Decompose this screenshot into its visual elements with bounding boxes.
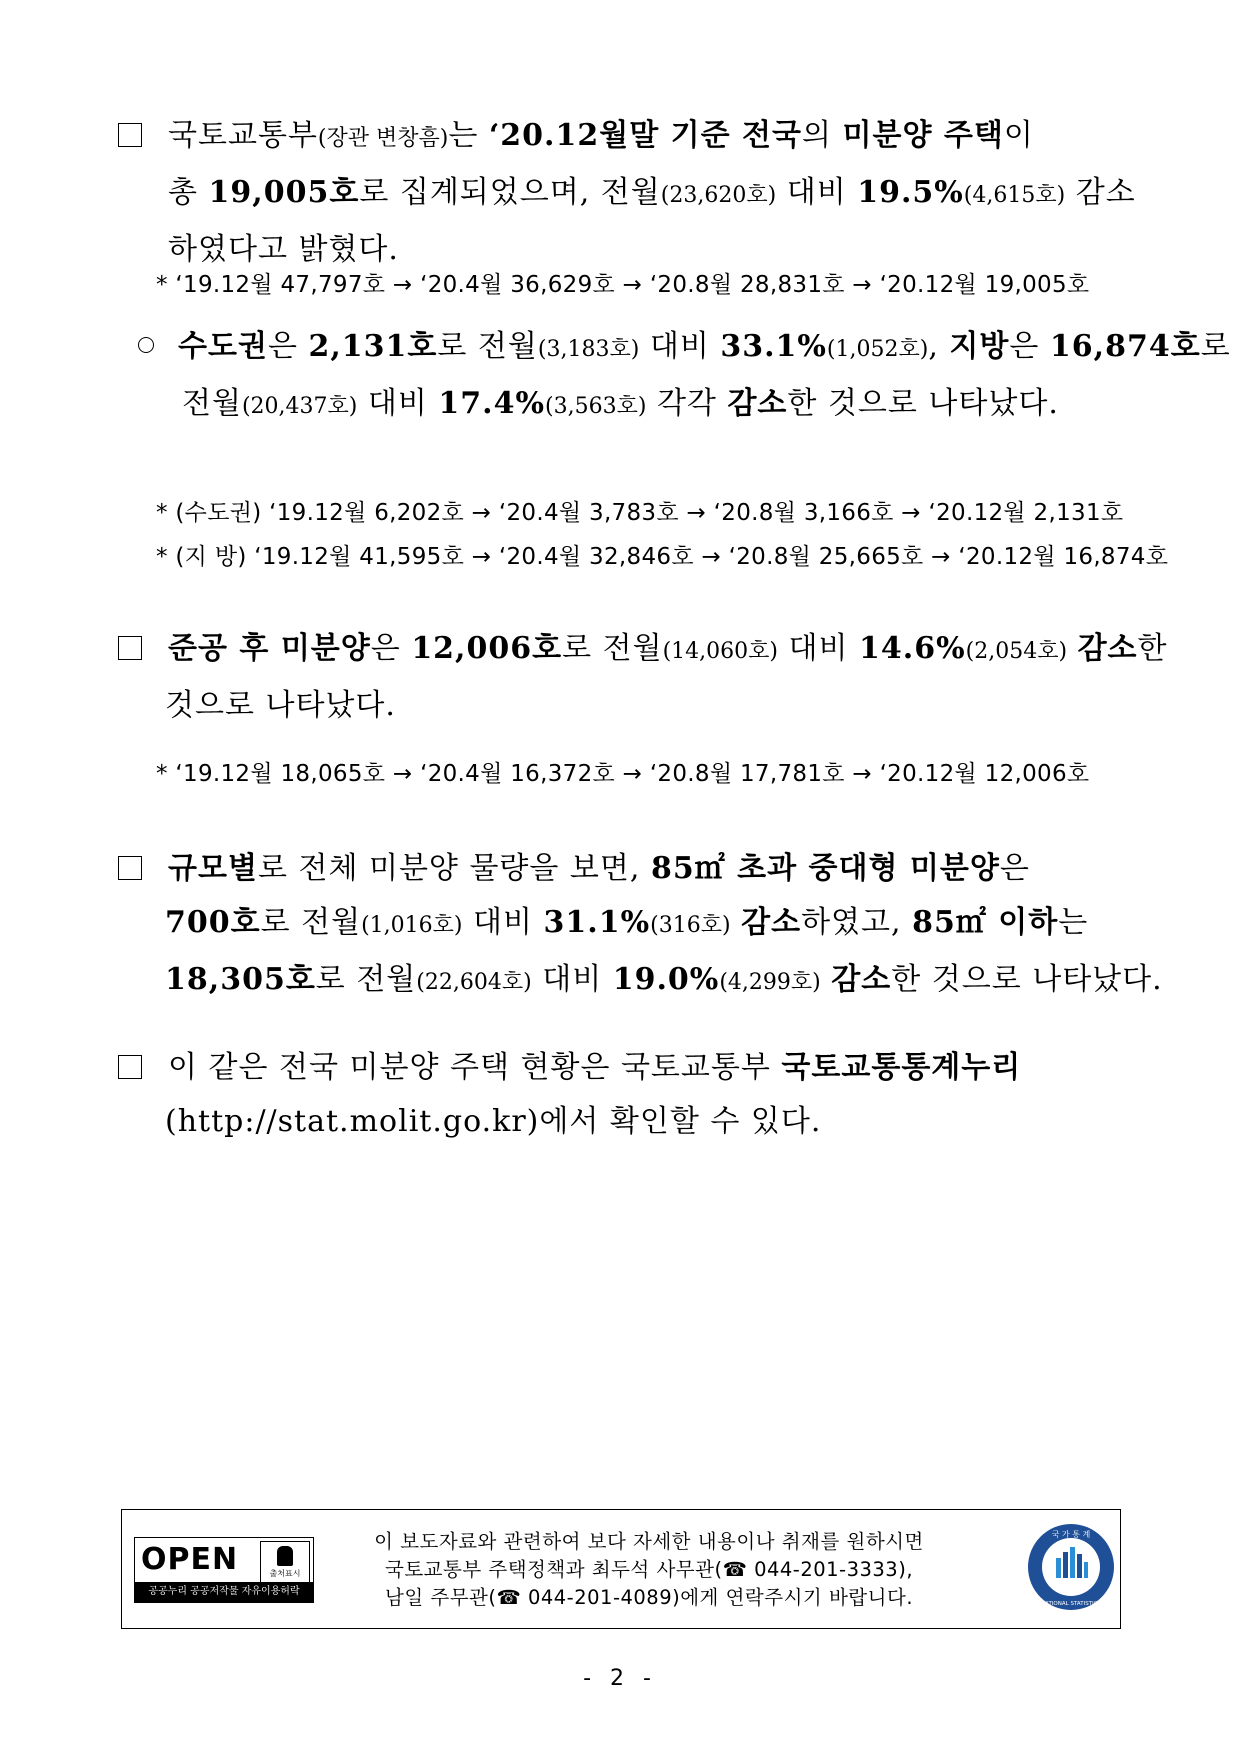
logo-text: OPEN: [141, 1542, 239, 1577]
text: (1,052호): [826, 337, 929, 362]
text: 각각: [646, 386, 728, 421]
bold-text: 감소: [727, 386, 788, 421]
text: 로 전월: [562, 631, 663, 666]
text: 대비: [357, 386, 439, 421]
text: [821, 962, 832, 997]
paragraph-size: [118, 842, 1163, 1010]
text: 은: [370, 631, 412, 666]
bold-text: 17.4%: [438, 386, 545, 421]
text: 은: [1009, 329, 1050, 364]
bold-text: 700호: [165, 905, 261, 940]
text: [1067, 631, 1078, 666]
text: 한: [1137, 631, 1168, 666]
paragraph-line: [138, 320, 1231, 377]
text: 로 전월: [437, 329, 538, 364]
text: 이: [1003, 118, 1034, 153]
bold-text: 2,131호: [308, 329, 438, 364]
bold-text: 19,005호: [208, 175, 360, 210]
footnote: * (지 방) ‘19.12월 41,595호 → ‘20.4월 32,846호 → ‘20.8월 25,665호 → ‘20.12월 16,874호: [156, 544, 1169, 570]
bold-text: 감소: [1077, 631, 1138, 666]
text: 로 전체 미분양 물량을 보면,: [257, 851, 651, 886]
contact-line: 남일 주무관(☎ 044-201-4089)에게 연락주시기 바랍니다.: [384, 1586, 914, 1609]
bold-text: 국토교통통계누리: [781, 1050, 1022, 1085]
text: 이 같은 전국 미분양 주택 현황은 국토교통부: [168, 1050, 782, 1085]
footnote: * ‘19.12월 47,797호 → ‘20.4월 36,629호 → ‘20.8월 28,831호 → ‘20.12월 19,005호: [156, 272, 1090, 298]
bold-text: 31.1%: [543, 905, 651, 940]
text: 로 전월: [260, 905, 362, 940]
bold-text: 18,305호: [165, 962, 316, 997]
checkbox-bullet-icon: [118, 856, 142, 880]
text: 대비: [531, 962, 613, 997]
text: [731, 905, 742, 940]
text: (3,183호): [537, 337, 640, 362]
checkbox-bullet-icon: [118, 123, 142, 147]
paragraph-line: [118, 953, 1163, 1010]
contact-line: 국토교통부 주택정책과 최두석 사무관(☎ 044-201-3333),: [384, 1558, 914, 1581]
kogl-open-logo: [134, 1537, 314, 1603]
text: (14,060호): [662, 639, 778, 664]
text: (4,615호): [963, 183, 1066, 208]
text: 총: [168, 175, 209, 210]
circle-bullet-icon: [138, 337, 154, 353]
paragraph-line: [118, 1041, 1128, 1095]
bold-text: 14.6%: [859, 631, 966, 666]
bold-text: 85㎡ 이하: [912, 905, 1059, 940]
bold-text: 19.0%: [612, 962, 720, 997]
text: 감소: [1065, 175, 1136, 210]
text: 대비: [778, 631, 860, 666]
paragraph-region: [138, 320, 1231, 434]
paragraph-line: [118, 622, 1168, 679]
bold-text: 감소: [741, 905, 802, 940]
contact-box: [121, 1509, 1121, 1629]
paragraph-line: [118, 896, 1128, 953]
text: 하였고,: [801, 905, 913, 940]
text: (3,563호): [545, 394, 647, 419]
text: 로 전월: [315, 962, 417, 997]
logo-side-text: 출처표시: [269, 1569, 301, 1578]
bold-text: 규모별: [168, 851, 258, 886]
paragraph-summary: [118, 109, 1136, 277]
text: 한 것으로 나타났다.: [787, 386, 1059, 421]
bold-text: 미분양 주택: [842, 118, 1004, 153]
logo-top-text: 국 가 통 계: [1051, 1530, 1091, 1539]
text: 대비: [639, 329, 721, 364]
logo-bottom-text: 공공누리 공공저작물 자유이용허락: [135, 1582, 313, 1602]
footnote: * (수도권) ‘19.12월 6,202호 → ‘20.4월 3,783호 → ‘20.8월 3,166호 → ‘20.12월 2,131호: [156, 500, 1124, 526]
text: (23,620호): [660, 183, 777, 208]
text: (20,437호): [241, 394, 358, 419]
footnote: * ‘19.12월 18,065호 → ‘20.4월 16,372호 → ‘20.8월 17,781호 → ‘20.12월 12,006호: [156, 761, 1090, 787]
text: 한 것으로 나타났다.: [891, 962, 1163, 997]
text: 은: [999, 851, 1030, 886]
bold-text: 준공 후 미분양: [168, 631, 371, 666]
bold-text: 감소: [831, 962, 892, 997]
text: 는: [448, 118, 489, 153]
text: 전월: [182, 386, 242, 421]
bold-text: 33.1%: [720, 329, 827, 364]
attribution-icon: [260, 1541, 310, 1583]
text: (316호): [650, 913, 731, 938]
paragraph-line: [118, 109, 1128, 166]
national-statistics-logo: [1026, 1522, 1116, 1612]
text: (장관 변창흠): [317, 126, 449, 151]
checkbox-bullet-icon: [118, 1055, 142, 1079]
person-icon: [277, 1546, 293, 1566]
text: 은: [267, 329, 309, 364]
paragraph-completed: [118, 622, 1168, 733]
text: 국토교통부: [168, 118, 318, 153]
text: (1,016호): [361, 913, 463, 938]
text: 대비: [462, 905, 544, 940]
text: 로: [1200, 329, 1231, 364]
text: (22,604호): [416, 970, 532, 995]
bold-text: ‘20.12월말 기준 전국: [488, 118, 803, 153]
paragraph-line: 하였다고 밝혔다.: [168, 232, 399, 267]
bold-text: 85㎡ 초과 중대형 미분양: [650, 851, 1000, 886]
text: (2,054호): [965, 639, 1068, 664]
text: (4,299호): [719, 970, 821, 995]
bold-text: 12,006호: [411, 631, 563, 666]
logo-bottom-text: NATIONAL STATISTICS: [1041, 1601, 1101, 1607]
contact-line: 이 보도자료와 관련하여 보다 자세한 내용이나 취재를 원하시면: [374, 1530, 924, 1553]
page-number: - 2 -: [583, 1666, 657, 1691]
link-text[interactable]: (http://stat.molit.go.kr)에서 확인할 수 있다.: [165, 1104, 822, 1139]
text: 대비: [776, 175, 858, 210]
bold-text: 지방: [949, 329, 1010, 364]
bold-text: 수도권: [178, 329, 268, 364]
text: 의: [802, 118, 843, 153]
paragraph-line: [138, 377, 1148, 434]
checkbox-bullet-icon: [118, 636, 142, 660]
text: 로 집계되었으며, 전월: [359, 175, 661, 210]
bold-text: 19.5%: [857, 175, 964, 210]
paragraph-line: [118, 1095, 1128, 1149]
paragraph-line: [118, 842, 1128, 896]
text: ,: [928, 329, 950, 364]
paragraph-source: [118, 1041, 1128, 1149]
bold-text: 16,874호: [1049, 329, 1201, 364]
text: 는: [1058, 905, 1089, 940]
contact-text: [344, 1528, 954, 1612]
paragraph-line: [118, 166, 1136, 223]
paragraph-line: 것으로 나타났다.: [165, 688, 396, 723]
